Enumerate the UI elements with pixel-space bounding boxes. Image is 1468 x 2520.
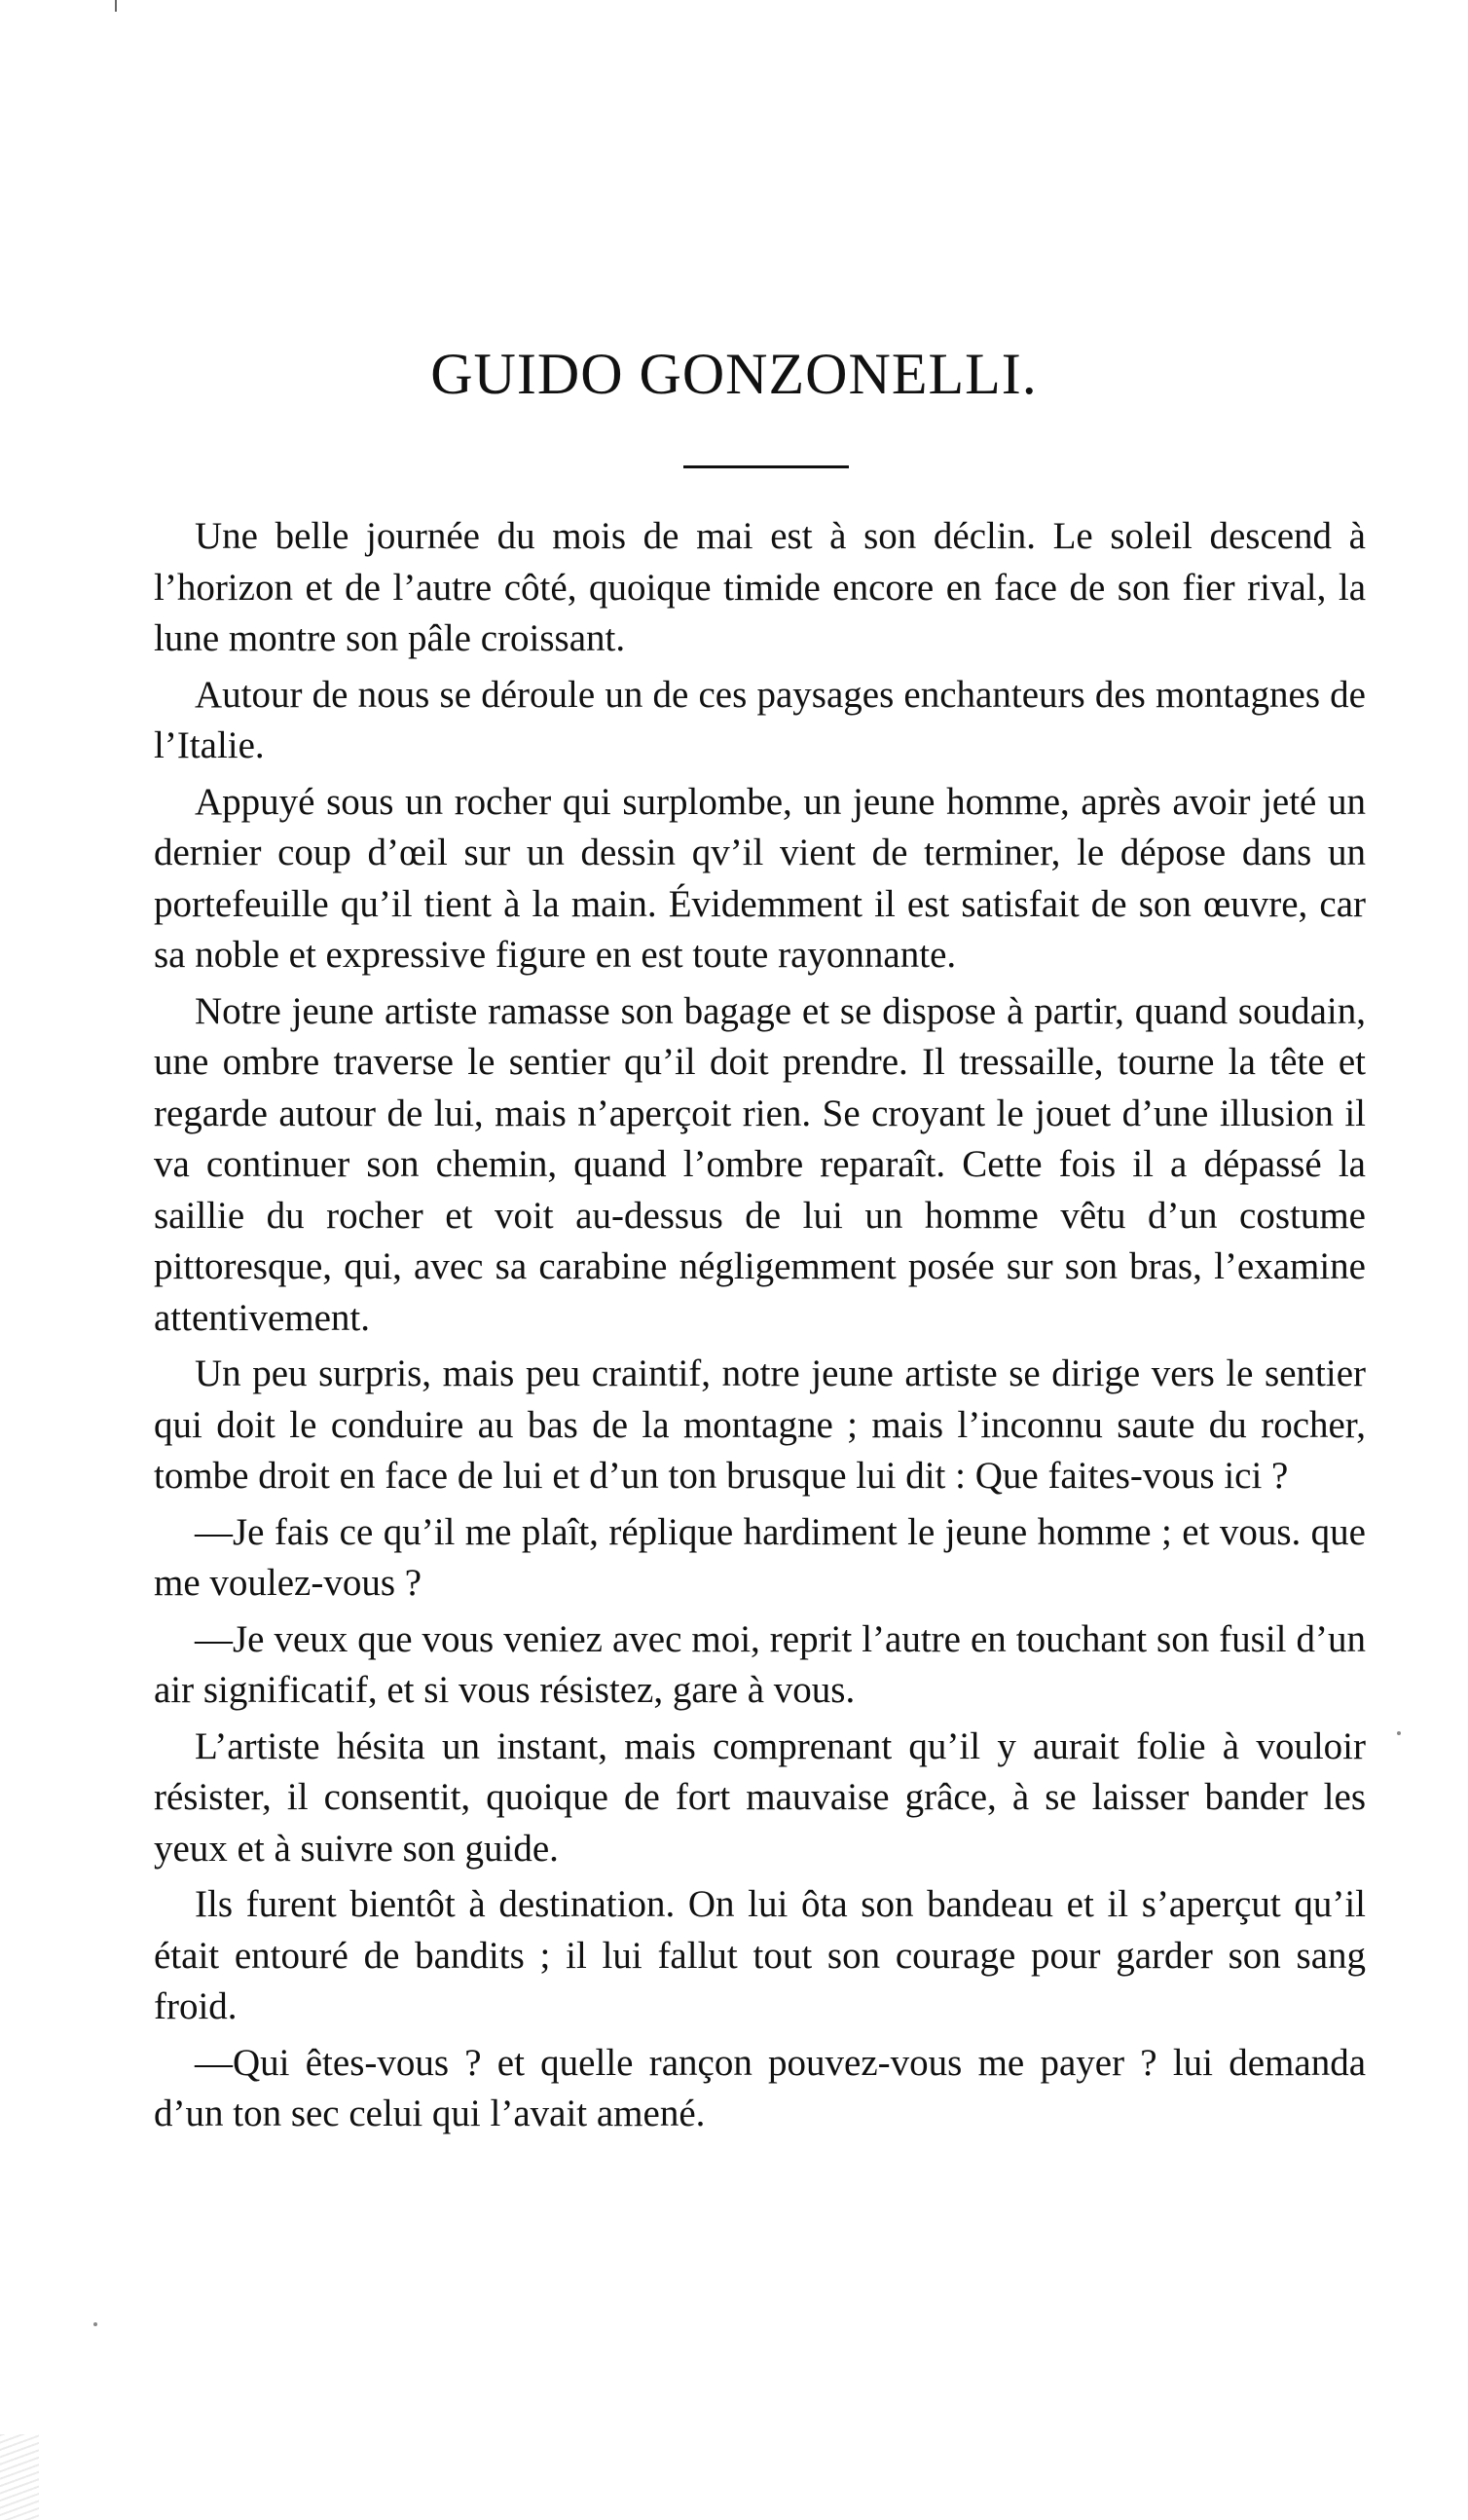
- paragraph: —Je veux que vous veniez avec moi, reprit l’autre en touchant son fusil d’un air significatif, et si vous résistez, gare à vous.: [154, 1617, 1366, 1711]
- paragraph: Une belle journée du mois de mai est à son déclin. Le soleil descend à l’horizon et de l’autre côté, quoique timide encore en face de son fier rival, la lune montre son pâle croissant.: [154, 515, 1366, 659]
- scan-mark: [115, 0, 117, 12]
- paragraph: Appuyé sous un rocher qui surplombe, un jeune homme, après avoir jeté un dernier coup d’œil sur un dessin qv’il vient de terminer, le dépose dans un portefeuille qu’il tient à la main. Évidemment il est satisfait de son œuvre, car sa noble et expressive figure en est toute rayonnante.: [154, 780, 1366, 976]
- paragraph: Un peu surpris, mais peu craintif, notre jeune artiste se dirige vers le sentier qui doit le conduire au bas de la montagne ; mais l’inconnu saute du rocher, tombe droit en face de lui et d’un ton brusque lui dit : Que faites-vous ici ?: [154, 1353, 1366, 1497]
- paragraph: Notre jeune artiste ramasse son bagage et se dispose à partir, quand soudain, une ombre traverse le sentier qu’il doit prendre. Il tressaille, tourne la tête et regarde autour de lui, mais n’aperçoit rien. Se croyant le jouet d’une illusion il va continuer son chemin, quand l’ombre reparaît. Cette fois il a dépassé la saillie du rocher et voit au-dessus de lui un homme vêtu d’un costume pittoresque, qui, avec sa carabine négligemment posée sur son bras, l’examine attentivement.: [154, 989, 1366, 1339]
- paragraph: —Qui êtes-vous ? et quelle rançon pouvez-vous me payer ? lui demanda d’un ton sec celui qui l’avait amené.: [154, 2041, 1366, 2134]
- scan-speck: [1397, 1731, 1401, 1735]
- paragraph: Autour de nous se déroule un de ces paysages enchanteurs des montagnes de l’Italie.: [154, 673, 1366, 766]
- paragraph: L’artiste hésita un instant, mais comprenant qu’il y aurait folie à vouloir résister, il consentit, quoique de fort mauvaise grâce, à se laisser bander les yeux et à suivre son guide.: [154, 1724, 1366, 1870]
- scan-edge-noise: [0, 2434, 39, 2520]
- chapter-body: [154, 511, 1366, 2145]
- scan-speck: [93, 2322, 97, 2326]
- paragraph: —Je fais ce qu’il me plaît, réplique hardiment le jeune homme ; et vous. que me voulez-vous ?: [154, 1510, 1366, 1604]
- chapter-title: GUIDO GONZONELLI.: [430, 342, 1038, 406]
- paragraph: Ils furent bientôt à destination. On lui ôta son bandeau et il s’aperçut qu’il était entouré de bandits ; il lui fallut tout son courage pour garder son sang froid.: [154, 1883, 1366, 2027]
- title-rule: [683, 465, 849, 468]
